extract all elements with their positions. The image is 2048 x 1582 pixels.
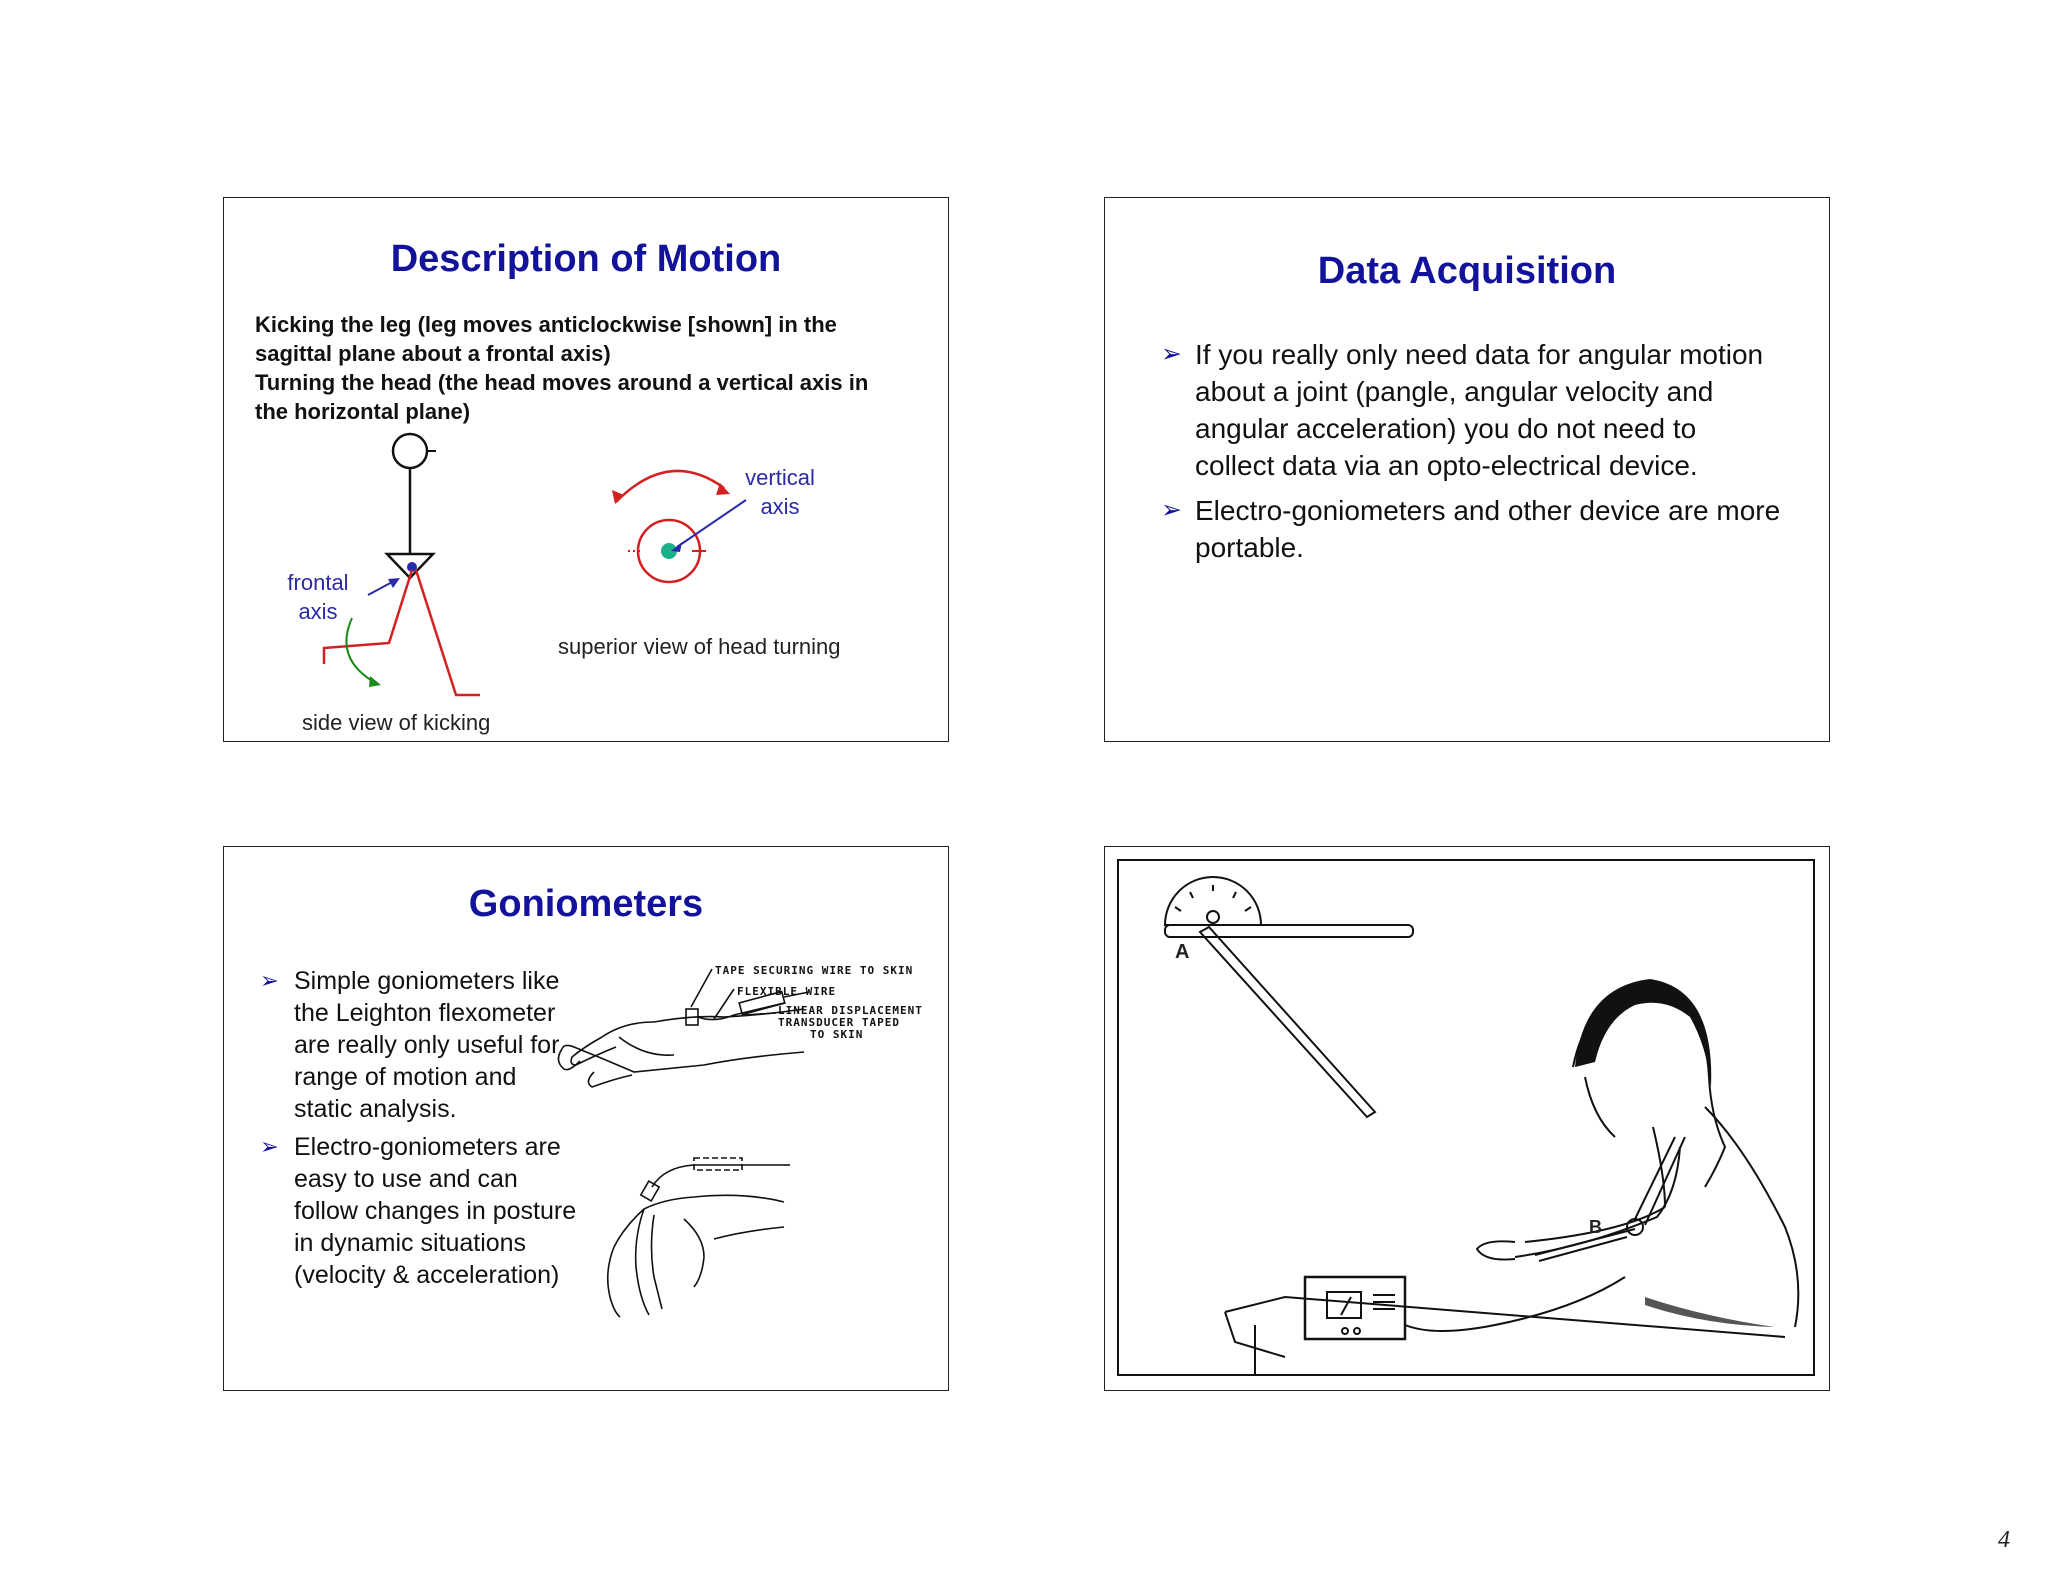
bullet-arrow-icon: ➢ [260, 968, 279, 993]
slide-title: Goniometers [468, 883, 704, 925]
side-view-caption: side view of kicking [302, 710, 491, 735]
slide-data-acquisition [1104, 197, 1830, 742]
transducer-label-line3: TO SKIN [810, 1028, 864, 1041]
bullet-arrow-icon: ➢ [260, 1134, 279, 1159]
wrist-goniometer-drawing [224, 847, 950, 1392]
bullet-text: Simple goniometers like the Leighton flexometer are really only useful for range of motion and static analysis. [294, 967, 560, 1123]
slide-description-of-motion [223, 197, 949, 742]
frontal-axis-label-line1: frontal [287, 570, 349, 595]
vertical-axis-label-line1: vertical [745, 465, 815, 490]
label-b: B [1589, 1217, 1602, 1237]
goniometer-illustration [1105, 847, 1831, 1392]
turning-arrow [616, 471, 724, 502]
superior-view-caption: superior view of head turning [558, 634, 841, 659]
frontal-axis-label-line2: axis [298, 599, 338, 624]
vertical-axis-label-line2: axis [760, 494, 800, 519]
bullet-arrow-icon: ➢ [1161, 496, 1183, 524]
bullet-arrow-icon: ➢ [1161, 340, 1183, 368]
slide-goniometers [223, 846, 949, 1391]
slide-goniometer-illustration [1104, 846, 1830, 1391]
label-a: A [1175, 941, 1190, 963]
tape-label: TAPE SECURING WIRE TO SKIN [715, 964, 914, 977]
head-turning-figure [224, 198, 950, 743]
transducer-label-line2: TRANSDUCER TAPED [778, 1016, 900, 1029]
bullet-text: Electro-goniometers and other device are more portable. [1195, 495, 1781, 563]
bullet-item [1161, 336, 1781, 484]
page-number: 4 [1998, 1527, 2010, 1553]
transducer-label-line1: LINEAR DISPLACEMENT [778, 1004, 923, 1017]
bullet-text: If you really only need data for angular motion about a joint (pangle, angular velocity and angular acceleration) you do not need to collect data via an opto-electrical device. [1195, 339, 1764, 481]
bullet-text: Electro-goniometers are easy to use and can follow changes in posture in dynamic situations (velocity & acceleration) [294, 1133, 577, 1289]
bullet-item [1161, 492, 1781, 566]
slide-title: Description of Motion [390, 238, 782, 280]
acquisition-bullets [1161, 336, 1781, 566]
flexible-wire-label: FLEXIBLE WIRE [737, 985, 837, 998]
vertical-axis-label [740, 463, 820, 521]
head-turning-text: Turning the head (the head moves around a vertical axis in the horizontal plane) [255, 370, 869, 424]
hair [1575, 979, 1711, 1087]
kicking-text: Kicking the leg (leg moves anticlockwise [shown] in the sagittal plane about a frontal axis) [255, 312, 837, 366]
slide-title: Data Acquisition [1317, 250, 1617, 292]
